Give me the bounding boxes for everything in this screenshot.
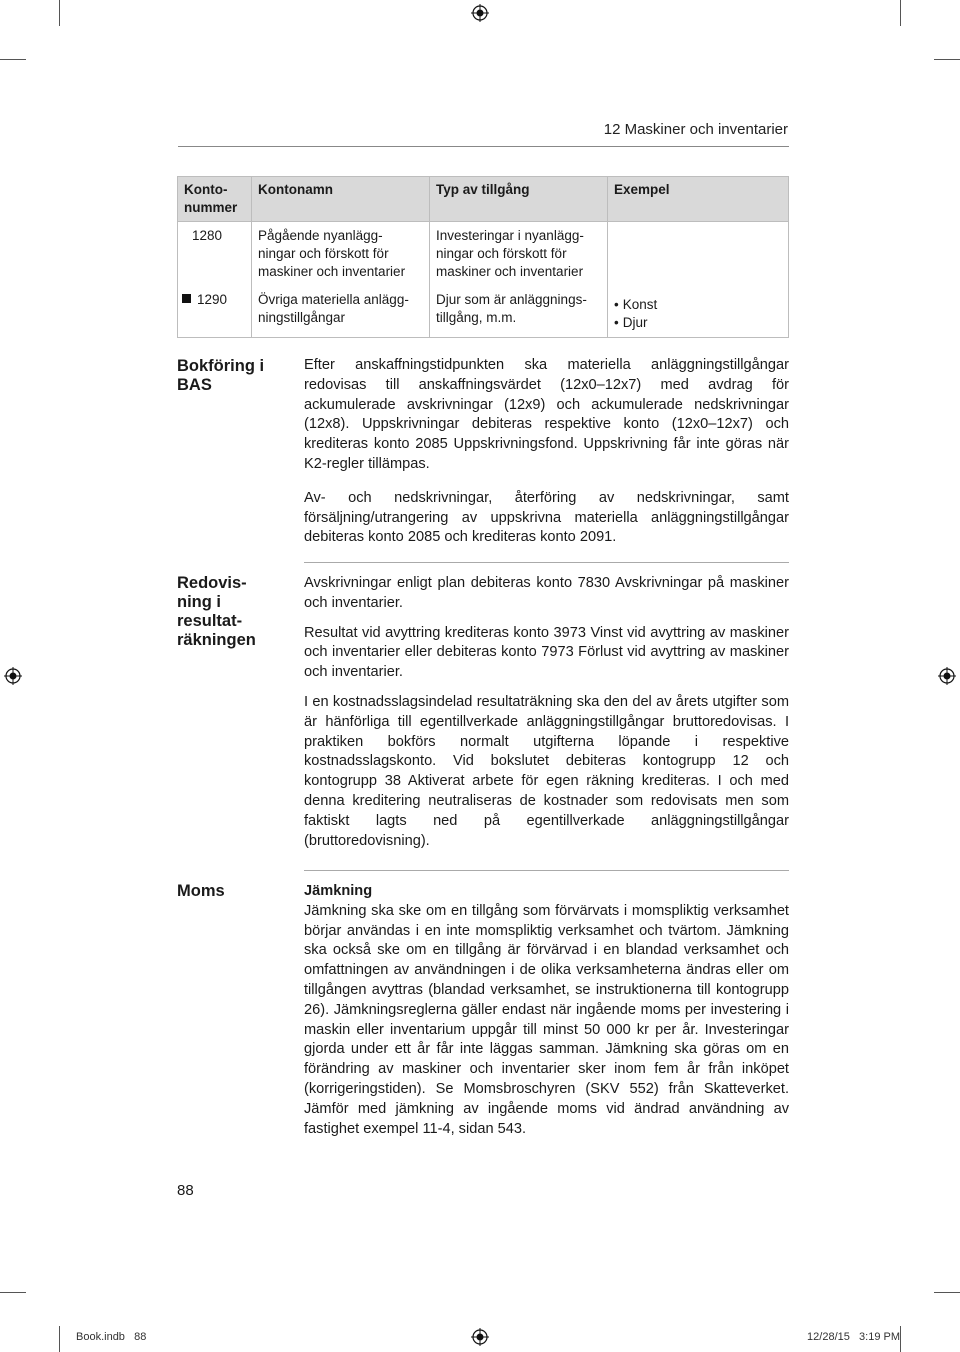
table-header-row [178, 177, 789, 222]
slug-timestamp: 12/28/15 3:19 PM [807, 1331, 900, 1343]
square-marker-icon [182, 294, 191, 303]
paragraph: I en kostnadsslagsindelad resultaträkning ska den del av årets utgifter som är hänförliga till egentillverkade anläggningstillgångar bruttoredovisas. I praktiken bokförs normalt utgifterna löpande i respektive kostnadsslagskonto. Vid bokslutet debiteras kontogrupp 12 och kontogrupp 38 Aktiverat arbete för egen räkning krediteras. I och med denna kreditering neutraliseras de kostnader som redovisats men som faktiskt lagts ned på egentillverkade anläggningstillgångar (bruttoredovisning). [304, 693, 789, 849]
paragraph: Resultat vid avyttring krediteras konto 3973 Vinst vid avyttring av maskiner och inventarier eller debiteras konto 7973 Förlust vid avyttring av maskiner och inventarier. [304, 624, 789, 681]
crop-mark [900, 0, 901, 26]
section-label-moms: Moms [177, 882, 225, 900]
section-divider [304, 870, 789, 871]
paragraph: Av- och nedskrivningar, återföring av nedskrivningar, samt försäljning/utrangering av uppskrivna materiella anläggningstillgångar debiteras konto 2085 och krediteras konto 2091. [304, 489, 789, 546]
page-number: 88 [177, 1182, 194, 1199]
examples [608, 286, 789, 338]
account-name: Övriga materiella anlägg- ningstillgångar [252, 286, 430, 338]
registration-mark-icon [471, 4, 489, 22]
table-row [178, 286, 789, 338]
crop-mark [900, 1326, 901, 1352]
section-body-redovisning [304, 574, 789, 861]
crop-mark [934, 1292, 960, 1293]
registration-mark-icon [938, 667, 956, 685]
running-header: 12 Maskiner och inventarier [603, 121, 788, 138]
section-divider [304, 562, 789, 563]
slug-file: Book.indb 88 [76, 1331, 147, 1343]
crop-mark [0, 59, 26, 60]
paragraph: Efter anskaffningstidpunkten ska materiella anläggningstillgångar redovisas till anskaffningsvärdet (12x0–12x7) med avdrag för ackumulerade avskrivningar (12x9) och ackumulerade nedskrivningar (12x8). Uppskrivningar debiteras respektive konto (12x0–12x7) och krediteras konto 2085 Uppskrivningsfond. Uppskrivning får inte göras när K2-regler tillämpas. [304, 357, 789, 472]
header-asset-type: Typ av tillgång [430, 177, 608, 222]
asset-type: Djur som är anläggnings- tillgång, m.m. [430, 286, 608, 338]
header-account-number: Konto- nummer [178, 177, 252, 222]
example-item: • Konst [614, 296, 782, 314]
crop-mark [0, 1292, 26, 1293]
section-label-bokforing: Bokföring i BAS [177, 357, 265, 394]
section-body-bokforing [304, 356, 789, 558]
example-item: • Djur [614, 314, 782, 332]
crop-mark [934, 59, 960, 60]
header-examples: Exempel [608, 177, 789, 222]
registration-mark-icon [471, 1328, 489, 1346]
crop-mark [59, 0, 60, 26]
header-account-name: Kontonamn [252, 177, 430, 222]
examples [608, 222, 789, 287]
registration-mark-icon [4, 667, 22, 685]
paragraph: Avskrivningar enligt plan debiteras konto 7830 Avskrivningar på maskiner och inventarier. [304, 575, 789, 611]
section-body-moms [304, 882, 789, 1149]
account-number: 1290 [178, 286, 252, 338]
account-name: Pågående nyanlägg- ningar och förskott för maskiner och inventarier [252, 222, 430, 287]
account-number: 1280 [178, 222, 252, 287]
asset-type: Investeringar i nyanlägg- ningar och förskott för maskiner och inventarier [430, 222, 608, 287]
header-rule [178, 146, 789, 147]
crop-mark [59, 1326, 60, 1352]
table-row [178, 222, 789, 287]
paragraph: Jämkning ska ske om en tillgång som förvärvats i momspliktig verksamhet börjar användas i en inte momspliktig verksamhet och tvärtom. Jämkning ska också ske om en tillgång är förvärvad i en blandad verksamhet och omfattningen av användningen i de olika verksamheterna ändras eller om tillgången avyttras (blandad verksamhet, se instruktionerna till kontogrupp 26). Jämkningsreglerna gäller endast när ingående moms per investering i maskin eller inventarium uppgår till minst 50 000 kr per år. Investeringar gjorda under ett år får inte läggas samman. Jämkning ska göras om en förändring av maskiner och inventarier sker inom fem år från inköpet (korrigeringstiden). Se Momsbroschyren (SKV 552) från Skatteverket. Jämför med jämkning av ingående moms vid ändrad användning av fastighet exempel 11-4, sidan 543. [304, 902, 789, 1137]
section-label-redovisning: Redovis- ning i resultat- räkningen [177, 574, 256, 649]
subheading-jamkning: Jämkning [304, 883, 373, 899]
account-table [177, 176, 789, 338]
